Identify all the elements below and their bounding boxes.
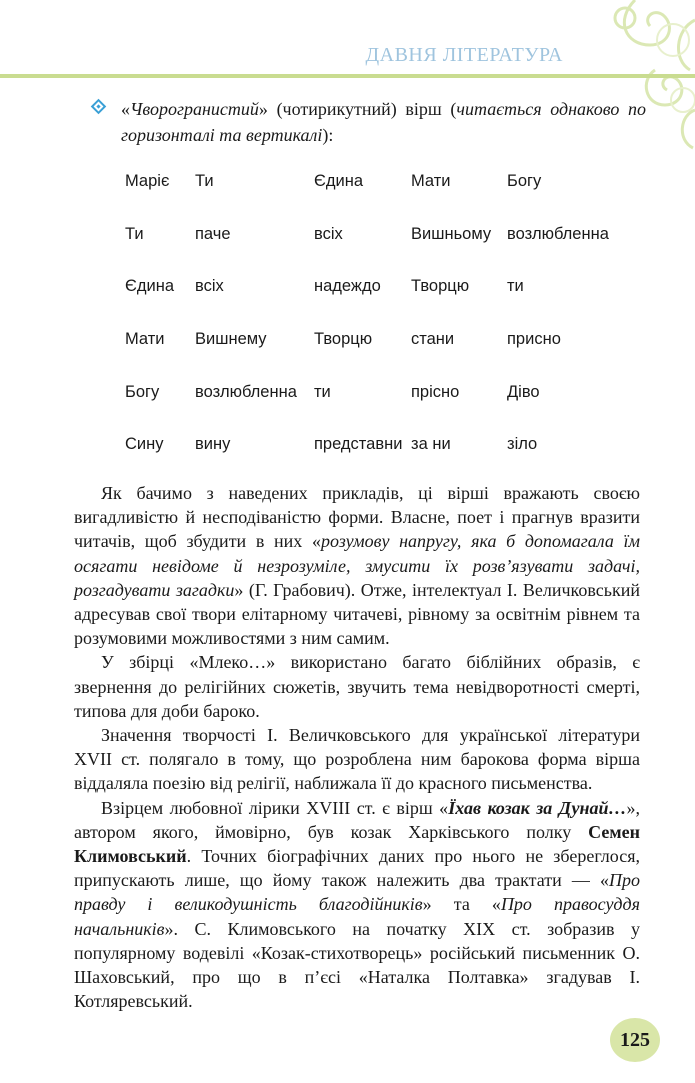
body-text bbox=[74, 481, 640, 1013]
poem-grid-row bbox=[125, 383, 645, 436]
poem-grid-cell: Творцю bbox=[411, 277, 470, 296]
poem-grid-cell: паче bbox=[195, 224, 231, 243]
poem-grid-cell: за ни bbox=[411, 435, 451, 454]
poem-grid-cell: ти bbox=[314, 382, 331, 401]
poem-grid-cell: возлюбленна bbox=[195, 382, 297, 401]
bullet-text: «Чворогранистий» (чотирикутний) вірш (читається однаково по горизонталі та вертикалі): bbox=[121, 99, 647, 145]
term-note: читається однаково по горизонталі та вертикалі bbox=[121, 99, 647, 145]
poem-grid bbox=[125, 172, 645, 488]
header-rule bbox=[0, 74, 695, 78]
poem-grid-cell: Богу bbox=[125, 382, 160, 401]
poem-grid-cell: возлюбленна bbox=[507, 224, 609, 243]
poem-grid-cell: Вишнему bbox=[195, 330, 267, 349]
poem-grid-cell: Єдина bbox=[125, 277, 174, 296]
poem-grid-cell: Діво bbox=[507, 382, 540, 401]
poem-grid-cell: вину bbox=[195, 435, 231, 454]
page-number: 125 bbox=[610, 1018, 660, 1062]
poem-grid-cell: всіх bbox=[314, 224, 343, 243]
poem-grid-cell: представни bbox=[314, 435, 403, 454]
paragraph: Взірцем любовної лірики XVIII ст. є вірш «Їхав козак за Дунай…», автором якого, ймовірно, був козак Харківського полку Семен Климовський. Точних біографічних даних про нього не збереглося, припускають лише, що йому також належить два трактати — «Про правду і великодушність благодійників» та «Про правосуддя начальників». С. Климовського на початку XIX ст. зобразив у популярному водевілі «Козак-стихотворець» російський письменник О. Шаховський, про що в п’єсі «Наталка Полтавка» згадував І. Котляревський. bbox=[74, 797, 640, 1012]
section-title: ДАВНЯ ЛІТЕРАТУРА bbox=[365, 44, 563, 66]
diamond-bullet-icon bbox=[91, 99, 107, 115]
term: Чворогранистий bbox=[130, 99, 259, 119]
paragraph: У збірці «Млеко…» використано багато біблійних образів, є звернення до релігійних сюжетів, звучить тема невідворотності смерті, типова для доби бароко. bbox=[74, 652, 640, 721]
poem-grid-row bbox=[125, 330, 645, 383]
poem-grid-cell: Ти bbox=[125, 224, 144, 243]
poem-grid-cell: Ти bbox=[195, 172, 214, 190]
poem-grid-cell: Єдина bbox=[314, 172, 363, 190]
poem-grid-cell: присно bbox=[507, 330, 561, 349]
poem-grid-cell: зіло bbox=[507, 435, 538, 454]
poem-grid-cell: прісно bbox=[411, 382, 460, 401]
poem-grid-row bbox=[125, 225, 645, 278]
bullet-item bbox=[93, 96, 653, 148]
poem-grid-cell: Богу bbox=[507, 172, 542, 190]
poem-grid-cell: надеждо bbox=[314, 277, 381, 296]
poem-grid-cell: Маріє bbox=[125, 172, 170, 190]
poem-grid-cell: Сину bbox=[125, 435, 164, 454]
poem-grid-cell: Вишньому bbox=[411, 224, 492, 243]
poem-grid-cell: Творцю bbox=[314, 330, 373, 349]
poem-grid-row bbox=[125, 277, 645, 330]
poem-grid-cell: всіх bbox=[195, 277, 224, 296]
poem-grid-cell: Мати bbox=[125, 330, 165, 349]
poem-grid-cell: стани bbox=[411, 330, 455, 349]
poem-grid-cell: ти bbox=[507, 277, 524, 296]
paragraph: Значення творчості І. Величковського для української літератури XVII ст. полягало в тому, що розроблена ним барокова форма вірша віддаляла поезію від релігії, наближала її до красного письменства. bbox=[74, 725, 640, 794]
paragraph: Як бачимо з наведених прикладів, ці вірші вражають своєю вигадливістю й несподіваністю форми. Власне, поет і прагнув вразити читачів, щоб збудити в них «розумову напругу, яка б допомагала їм осягати невідоме й незрозуміле, змусити їх розв’язувати задачі, розгадувати загадки» (Г. Грабович). Отже, інтелектуал І. Величковський адресував свої твори елітарному читачеві, рівному за освітнім рівнем та розумовими можливостями з ним самим. bbox=[74, 483, 640, 649]
poem-grid-row bbox=[125, 172, 645, 225]
poem-grid-cell: Мати bbox=[411, 172, 451, 190]
